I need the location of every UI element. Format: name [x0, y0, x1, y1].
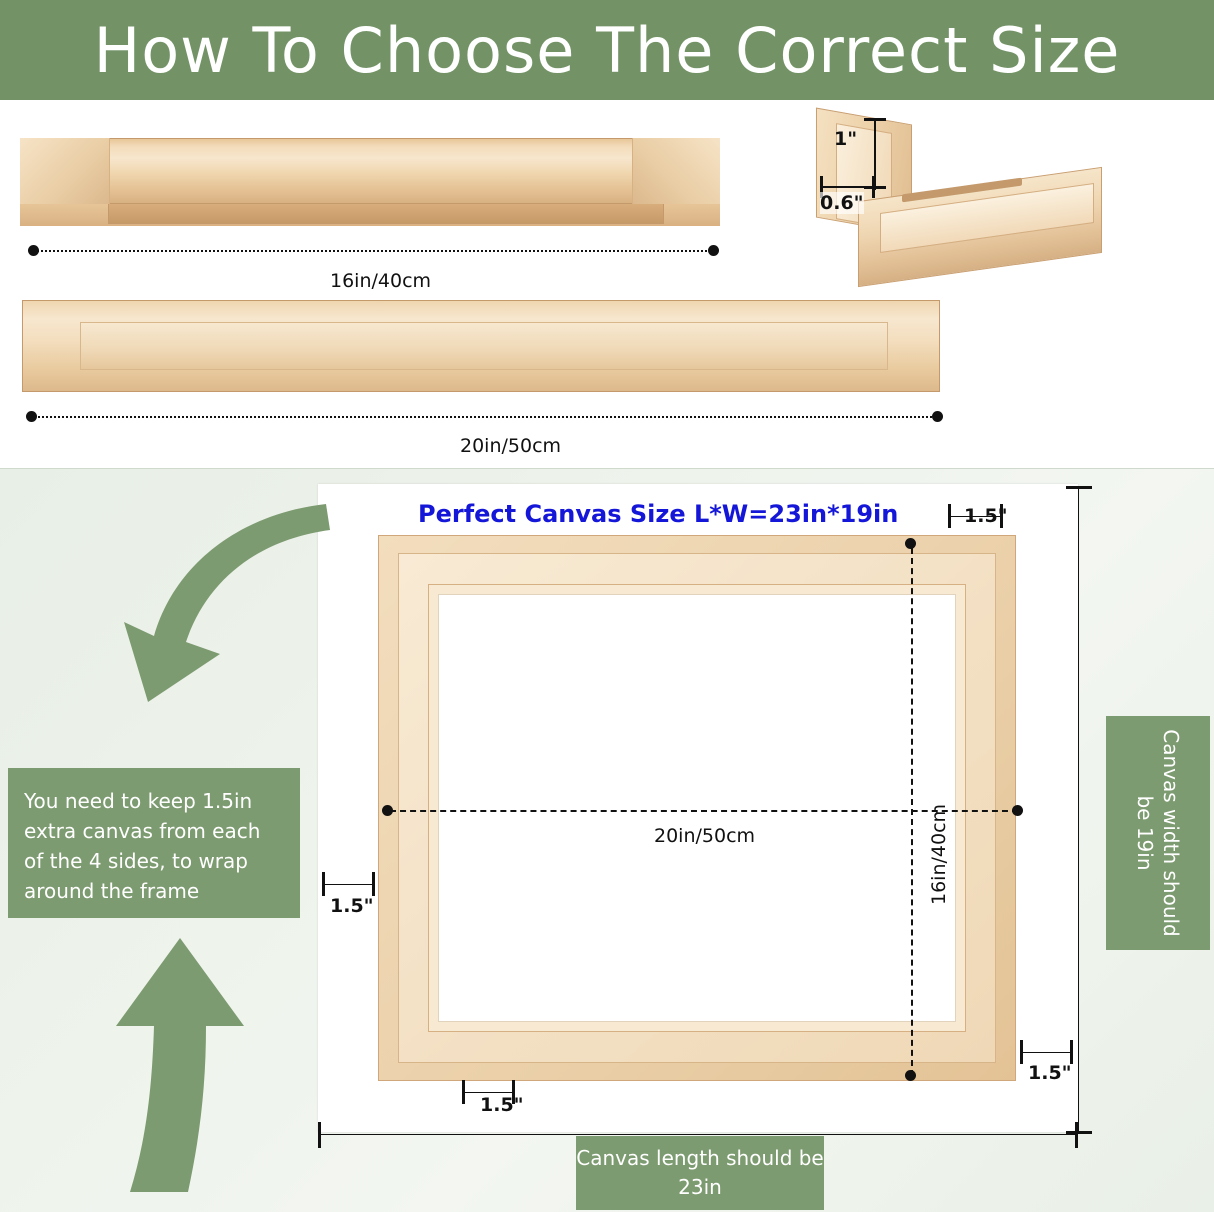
- frame-window: [438, 594, 956, 1022]
- short-frame-bar: [20, 138, 720, 226]
- margin-right-line: [1022, 1052, 1072, 1053]
- frame-width-dot-right: [1012, 805, 1023, 816]
- long-frame-bar: [22, 300, 940, 396]
- short-bar-dim-dot-right: [708, 245, 719, 256]
- canvas-length-note-box: Canvas length should be 23in: [576, 1136, 824, 1210]
- short-bar-face: [20, 138, 720, 204]
- short-bar-dimension-label: 16in/40cm: [330, 270, 432, 292]
- long-bar-inner-face: [80, 322, 888, 370]
- canvas-width-extent-cap-top: [1066, 486, 1092, 489]
- frame-height-dot-top: [905, 538, 916, 549]
- canvas-width-note-box: [1106, 716, 1210, 950]
- frame-height-dot-bottom: [905, 1070, 916, 1081]
- wrap-arrow-up-icon: [96, 930, 266, 1200]
- canvas-width-extent-line: [1078, 486, 1079, 1134]
- corner-depth-label: 0.6": [820, 192, 864, 214]
- frame-width-label: 20in/50cm: [650, 825, 759, 847]
- frame-height-dim-line: [911, 548, 913, 1076]
- canvas-length-extent-cap-right: [1075, 1122, 1078, 1148]
- corner-height-cap-top: [864, 118, 886, 121]
- frame-width-dot-left: [382, 805, 393, 816]
- margin-right-tick-right: [1070, 1040, 1073, 1064]
- margin-bottom-tick-left: [462, 1080, 465, 1104]
- margin-bottom-line: [464, 1092, 514, 1093]
- long-bar-dim-dot-left: [26, 411, 37, 422]
- margin-right-label: 1.5": [1028, 1062, 1072, 1084]
- long-bar-dimension-label: 20in/50cm: [460, 435, 562, 457]
- corner-depth-dim-line: [822, 186, 876, 188]
- short-bar-dimension-line: [34, 250, 718, 252]
- long-bar-dim-dot-right: [932, 411, 943, 422]
- margin-bottom-label: 1.5": [480, 1094, 524, 1116]
- corner-depth-cap-right: [872, 176, 875, 198]
- corner-joint-illustration: [806, 112, 1106, 282]
- margin-right-tick-left: [1020, 1040, 1023, 1064]
- short-bar-bottom-edge: [108, 204, 664, 224]
- wrap-arrow-down-icon: [88, 496, 338, 726]
- corner-height-label: 1": [834, 128, 858, 150]
- margin-left-line: [324, 884, 374, 885]
- wrap-instruction-note: You need to keep 1.5in extra canvas from each of the 4 sides, to wrap around the frame: [8, 768, 300, 918]
- frame-height-label: 16in/40cm: [928, 803, 950, 905]
- short-bar-left-miter: [20, 138, 110, 204]
- margin-top-tick-left: [948, 504, 951, 528]
- perfect-canvas-size-title: Perfect Canvas Size L*W=23in*19in: [418, 500, 899, 528]
- margin-left-label: 1.5": [330, 895, 374, 917]
- margin-top-label: 1.5": [964, 505, 1008, 527]
- frame-width-dim-line: [390, 810, 1018, 812]
- page-title: How To Choose The Correct Size: [93, 13, 1121, 87]
- page-header: [0, 0, 1214, 100]
- long-bar-dimension-line: [34, 416, 940, 418]
- margin-left-tick-right: [372, 872, 375, 896]
- short-bar-right-miter: [632, 138, 720, 204]
- canvas-length-extent-cap-left: [318, 1122, 321, 1148]
- margin-left-tick-left: [322, 872, 325, 896]
- frame-bars-section: [0, 100, 1214, 468]
- short-bar-dim-dot-left: [28, 245, 39, 256]
- canvas-length-extent-line: [320, 1134, 1078, 1135]
- canvas-width-note-text: Canvas width should be 19in: [1133, 729, 1183, 937]
